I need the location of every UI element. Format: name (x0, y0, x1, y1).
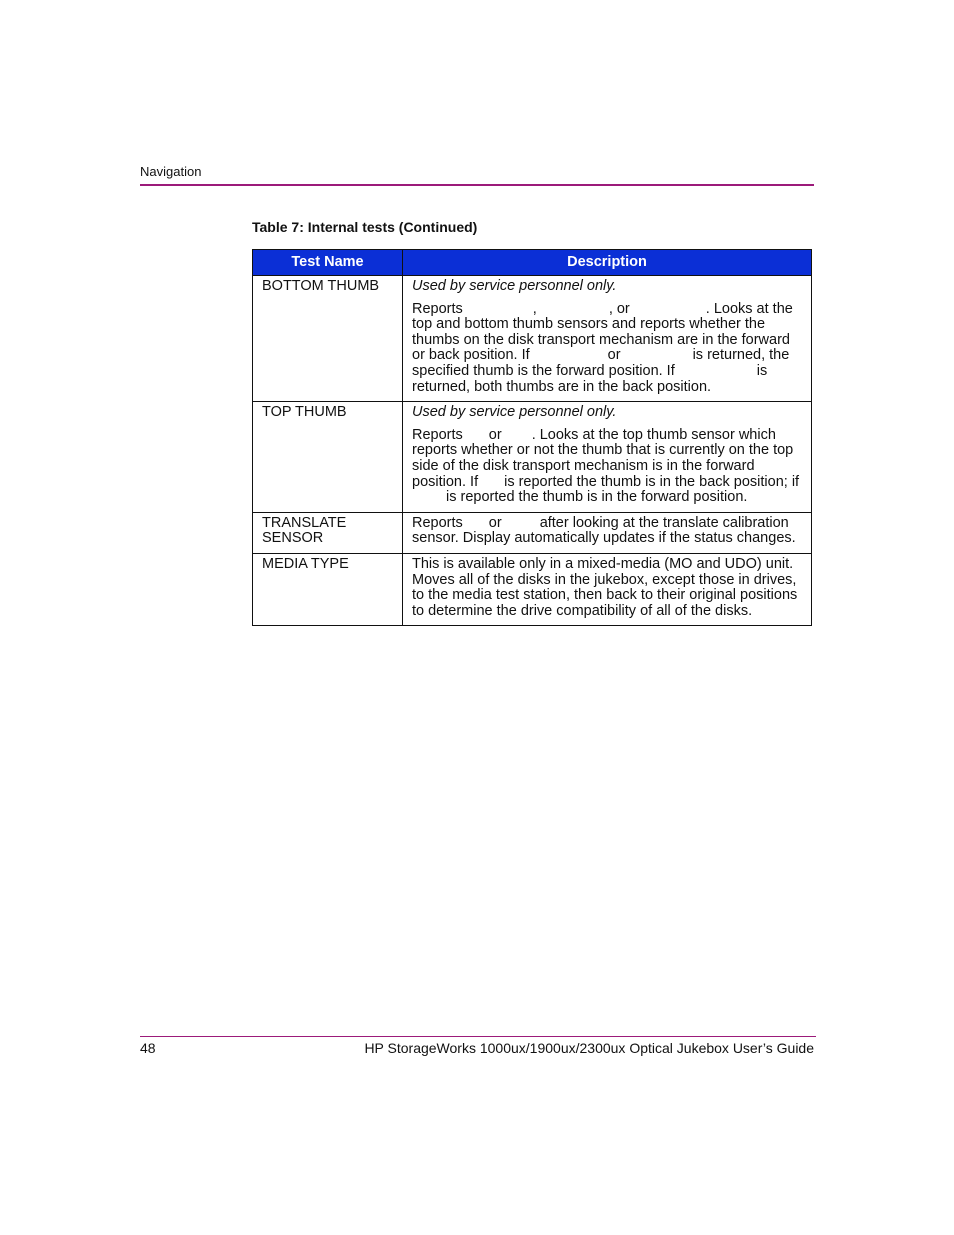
column-header-test-name: Test Name (253, 250, 403, 276)
test-name-cell: TOP THUMB (253, 402, 403, 513)
table-row (253, 512, 812, 553)
table-header-row (253, 250, 812, 276)
running-header: Navigation (140, 164, 202, 179)
table-caption: Table 7: Internal tests (Continued) (252, 219, 478, 235)
description-text: Reports , , or . Looks at the top and bottom thumb sensors and reports whether the thumbs on the disk transport mechanism are in the forward or back position. If or is returned, the specified thumb is the forward position. If is returned, both thumbs are in the back position. (412, 300, 793, 395)
service-note: Used by service personnel only. (412, 278, 617, 294)
test-name-cell: TRANSLATE SENSOR (253, 512, 403, 553)
column-header-description: Description (403, 250, 812, 276)
description-text: Reports or after looking at the translate calibration sensor. Display automatically updates if the status changes. (412, 514, 796, 547)
footer-rule (140, 1036, 816, 1037)
document-title: HP StorageWorks 1000ux/1900ux/2300ux Optical Jukebox User’s Guide (364, 1040, 814, 1056)
description-text: Reports or . Looks at the top thumb sensor which reports whether or not the thumb that is currently on the top side of the disk transport mechanism is in the forward position. If is reported the thumb is in the back position; ifis reported the thumb is in the forward position. (412, 426, 800, 506)
description-cell (403, 553, 812, 625)
description-cell (403, 402, 812, 513)
test-name-cell: BOTTOM THUMB (253, 276, 403, 402)
table-row (253, 276, 812, 402)
description-cell (403, 276, 812, 402)
description-text: This is available only in a mixed-media (MO and UDO) unit. Moves all of the disks in the jukebox, except those in drives, to the media test station, then back to their original positions to determine the drive compatibility of all of the disks. (412, 555, 798, 619)
internal-tests-table (252, 249, 812, 626)
table-row (253, 553, 812, 625)
page-number: 48 (140, 1040, 156, 1056)
description-cell (403, 512, 812, 553)
test-name-cell: MEDIA TYPE (253, 553, 403, 625)
service-note: Used by service personnel only. (412, 404, 617, 421)
table-row (253, 402, 812, 513)
header-rule (140, 184, 814, 186)
